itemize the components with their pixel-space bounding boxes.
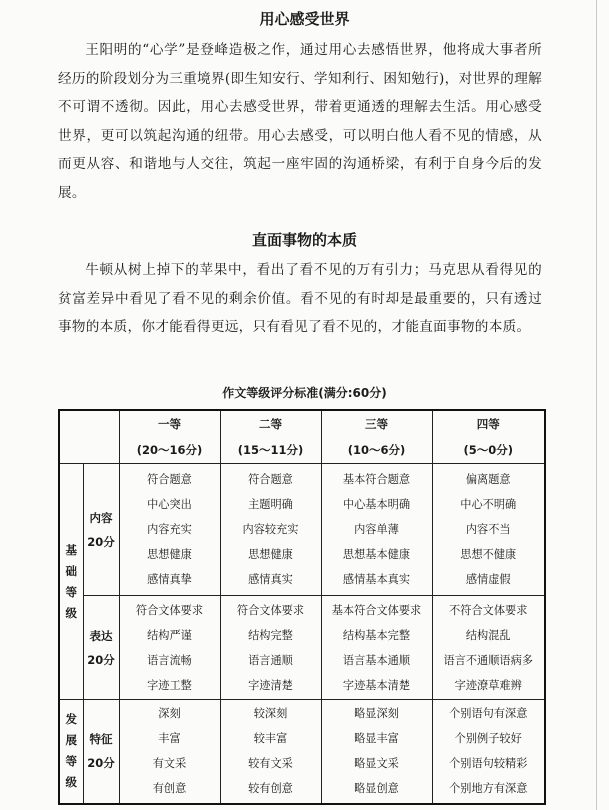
grade-header: 四等 (5～0分) xyxy=(432,410,545,464)
section-paragraph-1: 王阳明的“心学”是登峰造极之作，通过用心去感悟世界，他将成大事者所经历的阶段划分为三重境界(即生知安行、学知利行、困知勉行)，对世界的理解不可谓不透彻。因此，用心去感受世界，带着更通透的理解去生活。用心感受世界，更可以筑起沟通的纽带。用心去感受，可以明白他人看不见的情感，从而更从容、和谐地与人交往，筑起一座牢固的沟通桥梁，有利于自身今后的发展。 xyxy=(58,42,542,201)
table-cell: 符合题意 主题明确 内容较充实 思想健康 感情真实 xyxy=(220,464,321,596)
table-row xyxy=(59,700,545,804)
table-cell: 偏离题意 中心不明确 内容不当 思想不健康 感情虚假 xyxy=(432,464,545,596)
scoring-table xyxy=(58,409,546,805)
page-edge-line xyxy=(596,0,597,810)
table-cell: 不符合文体要求 结构混乱 语言不通顺语病多 字迹潦草难辨 xyxy=(432,596,545,700)
section-title-2: 直面事物的本质 xyxy=(251,231,357,249)
table-cell: 符合题意 中心突出 内容充实 思想健康 感情真挚 xyxy=(119,464,220,596)
table-cell: 深刻 丰富 有文采 有创意 xyxy=(119,700,220,804)
row-label-feature: 特征 20分 xyxy=(83,700,119,804)
grade-header: 二等 (15～11分) xyxy=(220,410,321,464)
table-caption: 作文等级评分标准(满分:60分) xyxy=(222,386,387,400)
corner-cell xyxy=(59,410,119,464)
section-title-1: 用心感受世界 xyxy=(259,10,350,28)
table-cell: 基本符合题意 中心基本明确 内容单薄 思想基本健康 感情基本真实 xyxy=(321,464,432,596)
table-cell: 符合文体要求 结构完整 语言通顺 字迹清楚 xyxy=(220,596,321,700)
group-label-basic: 基 础 等 级 xyxy=(59,464,83,700)
row-label-content: 内容 20分 xyxy=(83,464,119,596)
table-row xyxy=(59,464,545,596)
row-label-expression: 表达 20分 xyxy=(83,596,119,700)
section-paragraph-2: 牛顿从树上掉下的苹果中，看出了看不见的万有引力；马克思从看得见的贫富差异中看见了看不见的剩余价值。看不见的有时却是最重要的，只有透过事物的本质，你才能看得更远，只有看见了看不见的，才能直面事物的本质。 xyxy=(58,262,542,336)
group-label-development: 发 展 等 级 xyxy=(59,700,83,804)
table-cell: 较深刻 较丰富 较有文采 较有创意 xyxy=(220,700,321,804)
grade-header: 一等 (20～16分) xyxy=(119,410,220,464)
table-row xyxy=(59,596,545,700)
grade-header: 三等 (10～6分) xyxy=(321,410,432,464)
table-cell: 个别语句有深意 个别例子较好 个别语句较精彩 个别地方有深意 xyxy=(432,700,545,804)
table-cell: 符合文体要求 结构严谨 语言流畅 字迹工整 xyxy=(119,596,220,700)
table-header-row xyxy=(59,410,545,464)
table-cell: 略显深刻 略显丰富 略显文采 略显创意 xyxy=(321,700,432,804)
table-cell: 基本符合文体要求 结构基本完整 语言基本通顺 字迹基本清楚 xyxy=(321,596,432,700)
